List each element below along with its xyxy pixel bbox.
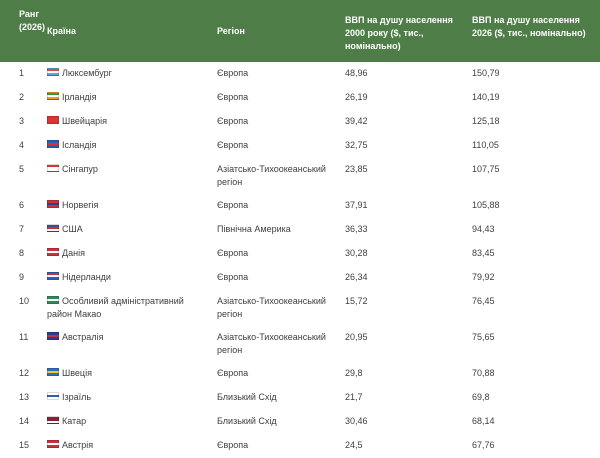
header-region: Регіон — [217, 25, 245, 36]
cell-gdp2026: 69,8 — [472, 392, 490, 402]
cell-country — [47, 326, 217, 362]
flag-icon — [47, 440, 59, 448]
cell-rank: 11 — [19, 332, 29, 342]
table-row — [0, 410, 600, 434]
cell-country — [47, 194, 217, 218]
cell-gdp2026: 76,45 — [472, 296, 495, 306]
flag-icon — [47, 332, 59, 340]
cell-gdp2000: 36,33 — [345, 224, 368, 234]
table-row — [0, 134, 600, 158]
country-name: Австрія — [62, 440, 94, 450]
cell-gdp2026: 83,45 — [472, 248, 495, 258]
cell-region: Європа — [217, 116, 249, 126]
flag-icon — [47, 116, 59, 124]
country-name: Люксембург — [62, 68, 112, 78]
cell-country — [47, 86, 217, 110]
cell-rank: 9 — [19, 272, 25, 282]
cell-gdp2026: 67,76 — [472, 440, 495, 450]
country-name: Швеція — [62, 368, 92, 378]
header-gdp-2000: ВВП на душу населення 2000 року ($, тис., номінально) — [345, 15, 453, 51]
flag-icon — [47, 140, 59, 148]
cell-gdp2026: 140,19 — [472, 92, 500, 102]
cell-country — [47, 386, 217, 410]
cell-country — [47, 290, 217, 326]
table-row — [0, 326, 600, 362]
flag-icon — [47, 68, 59, 76]
cell-region: Азіатсько-Тихоокеанський регіон — [217, 332, 326, 355]
cell-gdp2026: 125,18 — [472, 116, 500, 126]
table-row — [0, 218, 600, 242]
country-name: Австралія — [62, 332, 104, 342]
cell-gdp2000: 37,91 — [345, 200, 368, 210]
cell-gdp2026: 75,65 — [472, 332, 495, 342]
cell-rank: 13 — [19, 392, 30, 402]
table-row — [0, 158, 600, 194]
cell-gdp2026: 105,88 — [472, 200, 500, 210]
cell-rank: 12 — [19, 368, 30, 378]
cell-gdp2000: 32,75 — [345, 140, 368, 150]
table-row — [0, 86, 600, 110]
cell-region: Європа — [217, 272, 249, 282]
cell-region: Європа — [217, 140, 249, 150]
header-country: Країна — [47, 25, 76, 36]
cell-country — [47, 134, 217, 158]
country-name: Норвегія — [62, 200, 99, 210]
cell-gdp2026: 107,75 — [472, 164, 500, 174]
table-row — [0, 362, 600, 386]
cell-region: Європа — [217, 68, 249, 78]
cell-gdp2000: 29,8 — [345, 368, 363, 378]
cell-region: Європа — [217, 200, 249, 210]
cell-region: Азіатсько-Тихоокеанський регіон — [217, 296, 326, 319]
cell-region: Європа — [217, 92, 249, 102]
flag-icon — [47, 164, 59, 172]
country-name: Ізраїль — [62, 392, 92, 402]
header-rank: Ранг (2026) — [19, 9, 46, 32]
cell-rank: 15 — [19, 440, 30, 450]
country-name: Особливий адміністративний район Макао — [47, 296, 184, 319]
cell-region: Азіатсько-Тихоокеанський регіон — [217, 164, 326, 187]
cell-gdp2000: 23,85 — [345, 164, 368, 174]
cell-country — [47, 218, 217, 242]
table-header-row — [0, 0, 600, 62]
header-gdp-2026: ВВП на душу населення 2026 ($, тис., номінально) — [472, 15, 586, 38]
flag-icon — [47, 296, 59, 304]
cell-country — [47, 266, 217, 290]
cell-gdp2026: 79,92 — [472, 272, 495, 282]
country-name: США — [62, 224, 83, 234]
table-row — [0, 110, 600, 134]
cell-country — [47, 62, 217, 86]
cell-gdp2000: 21,7 — [345, 392, 363, 402]
country-name: Нідерланди — [62, 272, 111, 282]
flag-icon — [47, 392, 59, 400]
cell-region: Північна Америка — [217, 224, 291, 234]
country-name: Швейцарія — [62, 116, 107, 126]
cell-gdp2026: 94,43 — [472, 224, 495, 234]
cell-gdp2000: 48,96 — [345, 68, 368, 78]
cell-rank: 2 — [19, 92, 25, 102]
cell-rank: 14 — [19, 416, 30, 426]
table-row — [0, 386, 600, 410]
cell-country — [47, 158, 217, 194]
country-name: Ісландія — [62, 140, 97, 150]
table-row — [0, 290, 600, 326]
cell-country — [47, 434, 217, 458]
country-name: Ірландія — [62, 92, 97, 102]
cell-region: Близький Схід — [217, 416, 277, 426]
cell-rank: 10 — [19, 296, 30, 306]
flag-icon — [47, 200, 59, 208]
cell-gdp2000: 30,28 — [345, 248, 368, 258]
flag-icon — [47, 416, 59, 424]
cell-gdp2026: 68,14 — [472, 416, 495, 426]
flag-icon — [47, 368, 59, 376]
cell-rank: 8 — [19, 248, 25, 258]
cell-rank: 5 — [19, 164, 25, 174]
table-row — [0, 194, 600, 218]
flag-icon — [47, 224, 59, 232]
cell-gdp2000: 30,46 — [345, 416, 368, 426]
cell-country — [47, 410, 217, 434]
cell-country — [47, 362, 217, 386]
cell-rank: 1 — [19, 68, 25, 78]
country-name: Катар — [62, 416, 87, 426]
cell-gdp2000: 26,34 — [345, 272, 368, 282]
cell-region: Європа — [217, 248, 249, 258]
table-row — [0, 62, 600, 86]
cell-rank: 3 — [19, 116, 25, 126]
cell-rank: 7 — [19, 224, 25, 234]
flag-icon — [47, 272, 59, 280]
flag-icon — [47, 248, 59, 256]
cell-gdp2000: 20,95 — [345, 332, 368, 342]
flag-icon — [47, 92, 59, 100]
table-row — [0, 242, 600, 266]
country-name: Данія — [62, 248, 85, 258]
cell-region: Європа — [217, 368, 249, 378]
cell-rank: 4 — [19, 140, 25, 150]
table-row — [0, 434, 600, 458]
cell-gdp2026: 110,05 — [472, 140, 499, 150]
cell-gdp2000: 39,42 — [345, 116, 368, 126]
cell-gdp2026: 150,79 — [472, 68, 500, 78]
cell-gdp2000: 15,72 — [345, 296, 368, 306]
cell-gdp2026: 70,88 — [472, 368, 495, 378]
cell-rank: 6 — [19, 200, 25, 210]
cell-country — [47, 242, 217, 266]
cell-region: Європа — [217, 440, 249, 450]
country-name: Сінгапур — [62, 164, 98, 174]
cell-gdp2000: 26,19 — [345, 92, 368, 102]
cell-gdp2000: 24,5 — [345, 440, 363, 450]
cell-region: Близький Схід — [217, 392, 277, 402]
table-row — [0, 266, 600, 290]
cell-country — [47, 110, 217, 134]
table-body — [0, 62, 600, 458]
